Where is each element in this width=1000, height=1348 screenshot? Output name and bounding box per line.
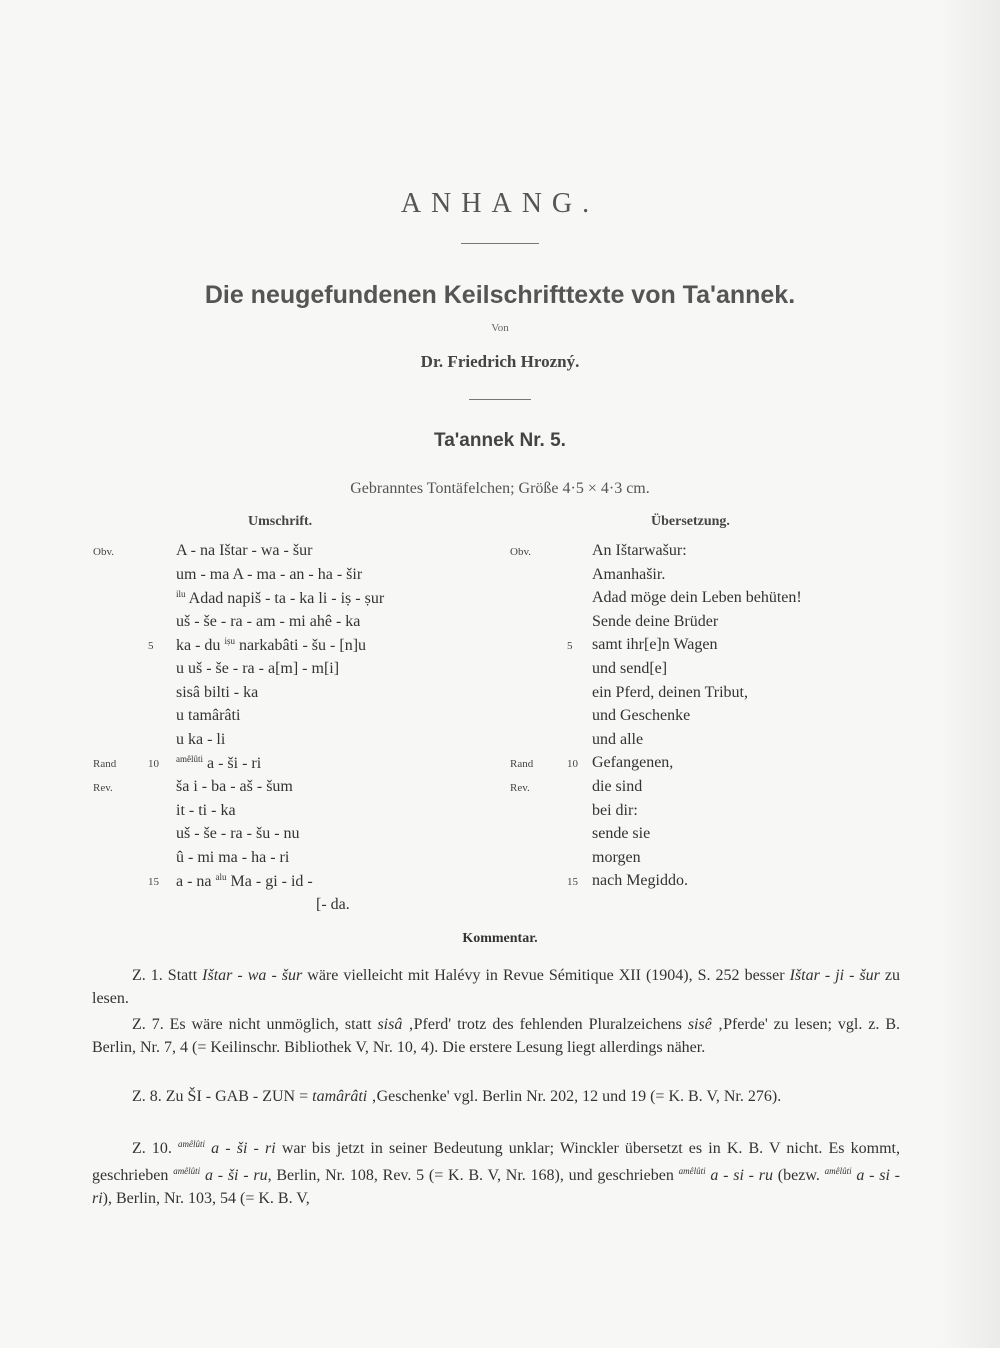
side-label: Rev.: [93, 782, 113, 794]
para-text-italic: tamârâti: [312, 1088, 368, 1105]
side-label: Rand: [510, 758, 534, 771]
para-text-italic: a - si - ru: [705, 1167, 774, 1184]
line-text: Gefangenen,: [592, 754, 674, 772]
line-number: 15: [567, 876, 578, 889]
text-line: [592, 802, 638, 820]
line-text: sende sie: [592, 825, 651, 843]
determinative: amêlûti: [176, 754, 203, 765]
text-title: Ta'annek Nr. 5.: [434, 430, 566, 451]
side-label: Rand: [93, 758, 117, 771]
para-text: wäre vielleicht mit Halévy in Revue Sémitique XII (1904), S. 252 besser: [302, 967, 790, 984]
text-line: [176, 660, 339, 678]
text-line: [176, 707, 240, 725]
line-text: nach Megiddo.: [592, 872, 688, 890]
para-text: zu lesen.: [92, 967, 901, 1007]
line-text: bei dir:: [592, 801, 638, 819]
para-text-italic: a - si - ri: [92, 1167, 901, 1207]
line-text: Ma - gi - id -: [226, 873, 313, 891]
divider-rule: [461, 243, 539, 244]
text-line: [592, 589, 802, 607]
text-line: [592, 636, 717, 654]
text-line: [176, 754, 261, 773]
text-line: [176, 542, 312, 560]
line-text: uš - še - ra - am - mi ahê - ka: [176, 612, 361, 630]
text-line: [176, 802, 236, 820]
commentary-paragraph: [92, 1085, 900, 1108]
para-text: Z. 1. Statt: [132, 967, 203, 984]
divider-rule: [469, 399, 531, 400]
line-text: u tamârâti: [176, 707, 241, 725]
text-line: [592, 731, 643, 749]
para-text: Z. 7. Es wäre nicht unmöglich, statt: [132, 1016, 378, 1033]
text-line: [592, 707, 690, 725]
text-line: [592, 754, 673, 772]
appendix-heading: ANHANG.: [400, 188, 600, 219]
text-line: [176, 589, 384, 608]
line-text: Adad napiš - ta - ka li - iṣ - ṣur: [185, 590, 385, 608]
text-line: [592, 849, 641, 867]
text-line: [592, 613, 718, 631]
para-text-italic: Ištar - ji - šur: [789, 967, 880, 984]
line-text: und alle: [592, 730, 644, 748]
line-text: ša i - ba - aš - šum: [176, 778, 293, 795]
line-text: u ka - li: [176, 730, 226, 748]
line-text: narkabâti - šu - [n]u: [234, 637, 367, 655]
author-name: Dr. Friedrich Hrozný.: [420, 352, 580, 371]
tablet-description: [0, 480, 1000, 498]
side-label: Obv.: [510, 546, 531, 558]
determinative: ilu: [176, 589, 186, 600]
line-number: 5: [148, 640, 154, 653]
determinative: amêlûti: [173, 1166, 201, 1176]
line-text: die sind: [592, 778, 643, 795]
para-text: ‚Geschenke' vgl. Berlin Nr. 202, 12 und 19 (= K. B. V, Nr. 276).: [367, 1088, 782, 1105]
para-text: war bis jetzt in seiner Bedeutung unklar; Winckler übersetzt es in K. B. V nicht. Es kommt, geschrieben: [92, 1140, 901, 1184]
line-text: [- da.: [316, 896, 350, 913]
text-line: [176, 636, 366, 655]
text-line: [176, 731, 225, 749]
para-text: ‚Pferd' trotz des fehlenden Pluralzeichens: [402, 1016, 688, 1033]
line-text: it - ti - ka: [176, 801, 236, 819]
article-title: Die neugefundenen Keilschrifttexte von Ta'annek.: [204, 281, 796, 309]
column-heading-transliteration: Umschrift.: [248, 514, 313, 529]
line-text: Sende deine Brüder: [592, 612, 719, 630]
line-text: u uš - še - ra - a[m] - m[i]: [176, 660, 340, 677]
para-text-italic: sisê: [687, 1016, 712, 1033]
determinative: iṣu: [224, 636, 235, 647]
line-text: morgen: [592, 848, 641, 866]
line-number: 15: [148, 876, 159, 889]
text-line: [176, 872, 313, 891]
line-text: und send[e]: [592, 660, 668, 677]
para-text: , Berlin, Nr. 108, Rev. 5 (= K. B. V, Nr. 168), und geschrieben: [267, 1167, 679, 1184]
text-line: [176, 825, 300, 843]
line-text: a - ši - ri: [203, 755, 262, 773]
line-number: 10: [567, 758, 578, 771]
line-text: û - mi ma - ha - ri: [176, 848, 290, 866]
determinative: amêlûti: [678, 1166, 706, 1176]
text-line: [176, 566, 362, 584]
commentary-title: Kommentar.: [462, 931, 538, 946]
commentary-paragraph: [92, 1013, 900, 1059]
line-text: uš - še - ra - šu - nu: [176, 825, 300, 843]
commentary-paragraph: [92, 964, 900, 1010]
para-text: (bezw.: [773, 1167, 825, 1184]
line-text: sisâ bilti - ka: [176, 683, 259, 701]
column-heading-translation: Übersetzung.: [651, 514, 730, 529]
para-text: ‚Pferde' zu lesen; vgl. z. B. Berlin, Nr. 7, 4 (= Keilinschr. Bibliothek V, Nr. 10, 4). Die erstere Lesung liegt allerdings näher.: [92, 1016, 901, 1056]
para-text-italic: sisâ: [377, 1016, 403, 1033]
commentary-paragraph: [92, 1133, 900, 1210]
para-text: Z. 10.: [132, 1140, 179, 1157]
line-text: ein Pferd, deinen Tribut,: [592, 683, 748, 701]
line-text: Adad möge dein Leben behüten!: [592, 589, 802, 607]
line-text: samt ihr[e]n Wagen: [592, 636, 718, 654]
text-line: [592, 778, 642, 796]
para-text: ), Berlin, Nr. 103, 54 (= K. B. V,: [102, 1190, 310, 1207]
side-label: Obv.: [93, 546, 114, 558]
determinative: alu: [215, 872, 227, 883]
text-line: [592, 825, 650, 843]
determinative: amêlûti: [178, 1139, 206, 1149]
line-number: 10: [148, 758, 159, 771]
text-line: [176, 684, 258, 702]
para-text-italic: Ištar - wa - šur: [202, 967, 303, 984]
line-text: ka - du: [176, 637, 225, 655]
line-text: Amanhašir.: [592, 565, 666, 583]
text-line: [592, 872, 688, 890]
line-text: um - ma A - ma - an - ha - šir: [176, 565, 363, 583]
para-text-italic: a - ši - ri: [205, 1140, 276, 1157]
text-line: [592, 660, 667, 678]
text-line: [592, 684, 748, 702]
tablet-description-text: Gebranntes Tontäfelchen; Größe 4·5 × 4·3 cm.: [350, 480, 650, 497]
para-text: Z. 8. Zu ŠI - GAB - ZUN =: [132, 1088, 313, 1105]
line-text: An Ištarwašur:: [592, 542, 687, 559]
para-text-italic: a - ši - ru: [200, 1167, 268, 1184]
text-line: [176, 613, 360, 631]
determinative: amêlûti: [824, 1166, 852, 1176]
side-label: Rev.: [510, 782, 530, 794]
text-line: [592, 566, 665, 584]
line-text: a - na: [176, 873, 216, 891]
text-line: [176, 849, 289, 867]
text-line: [592, 542, 687, 560]
text-line: [316, 896, 350, 914]
line-text: A - na Ištar - wa - šur: [176, 542, 313, 559]
line-number: 5: [567, 640, 573, 653]
line-text: und Geschenke: [592, 707, 691, 725]
by-line: Von: [491, 322, 509, 334]
text-line: [176, 778, 293, 796]
